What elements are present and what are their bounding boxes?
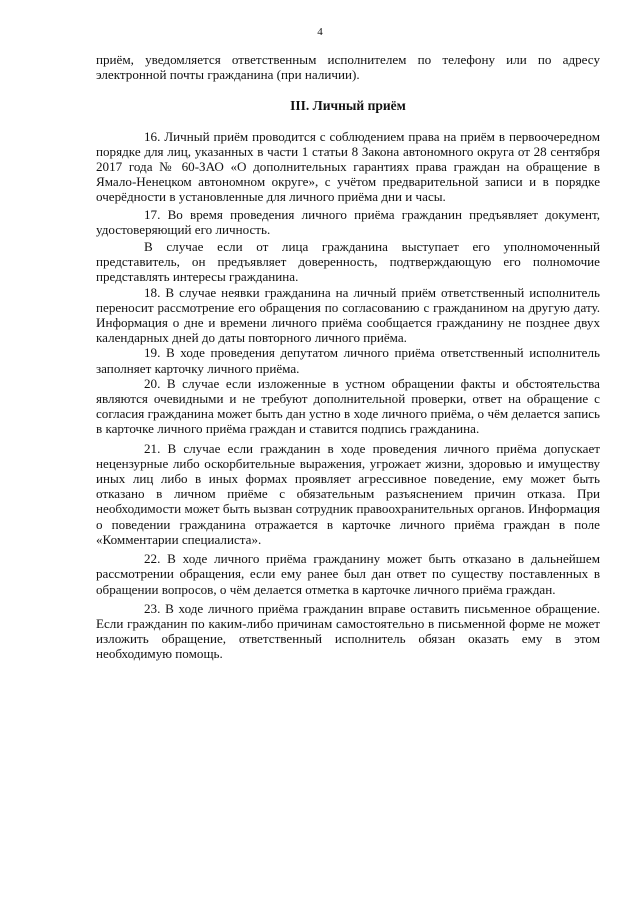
paragraph-16: 16. Личный приём проводится с соблюдением права на приём в первоочередном порядке для лиц, указанных в части 1 статьи 8 Закона автономного округа от 28 сентября 2017 года № 60-ЗАО «О дополнительных гарантиях права граждан на обращение в Ямало-Ненецком автономном округе», с учётом предварительной записи и в порядке очерёдности в установленные для личного приёма дни и часы. bbox=[96, 128, 600, 205]
paragraph-17-continued: В случае если от лица гражданина выступает его уполномоченный представитель, он предъявляет доверенность, подтверждающую его полномочие представлять интересы гражданина. bbox=[96, 239, 600, 285]
paragraph-18: 18. В случае неявки гражданина на личный приём ответственный исполнитель переносит рассмотрение его обращения по согласованию с гражданином на другую дату. Информация о дне и времени личного приёма сообщается гражданину не позднее двух календарных дней до даты повторного личного приёма. bbox=[96, 284, 600, 346]
paragraph-20: 20. В случае если изложенные в устном обращении факты и обстоятельства являются очевидными и не требуют дополнительной проверки, ответ на обращение с согласия гражданина может быть дан устно в ходе личного приёма, о чём делается запись в карточке личного приёма граждан и ставится подпись гражданина. bbox=[96, 375, 600, 437]
intro-paragraph: приём, уведомляется ответственным исполнителем по телефону или по адресу электронной почты гражданина (при наличии). bbox=[96, 52, 600, 83]
page-number: 4 bbox=[317, 26, 323, 38]
paragraph-21: 21. В случае если гражданин в ходе проведения личного приёма допускает нецензурные либо оскорбительные выражения, угрожает жизни, здоровью и имуществу иных лиц либо в иных формах проявляет агрессивное поведение, ему может быть отказано в личном приёме с обязательным разъяснением причин отказа. При необходимости может быть вызван сотрудник правоохранительных органов. Информация о поведении гражданина отражается в карточке личного приёма граждан в поле «Комментарии специалиста». bbox=[96, 440, 600, 547]
document-body bbox=[96, 52, 600, 662]
paragraph-19: 19. В ходе проведения депутатом личного приёма ответственный исполнитель заполняет карточку личного приёма. bbox=[96, 345, 600, 376]
section-title: III. Личный приём bbox=[290, 98, 406, 114]
paragraph-23: 23. В ходе личного приёма гражданин вправе оставить письменное обращение. Если гражданин по каким-либо причинам самостоятельно в письменной форме не может изложить обращение, ответственный исполнитель обязан оказать ему в этом необходимую помощь. bbox=[96, 600, 600, 662]
paragraph-17: 17. Во время проведения личного приёма гражданин предъявляет документ, удостоверяющий его личность. bbox=[96, 206, 600, 237]
paragraph-22: 22. В ходе личного приёма гражданину может быть отказано в дальнейшем рассмотрении обращения, если ему ранее был дан ответ по существу поставленных в обращении вопросов, о чём делается отметка в карточке личного приёма граждан. bbox=[96, 551, 600, 597]
